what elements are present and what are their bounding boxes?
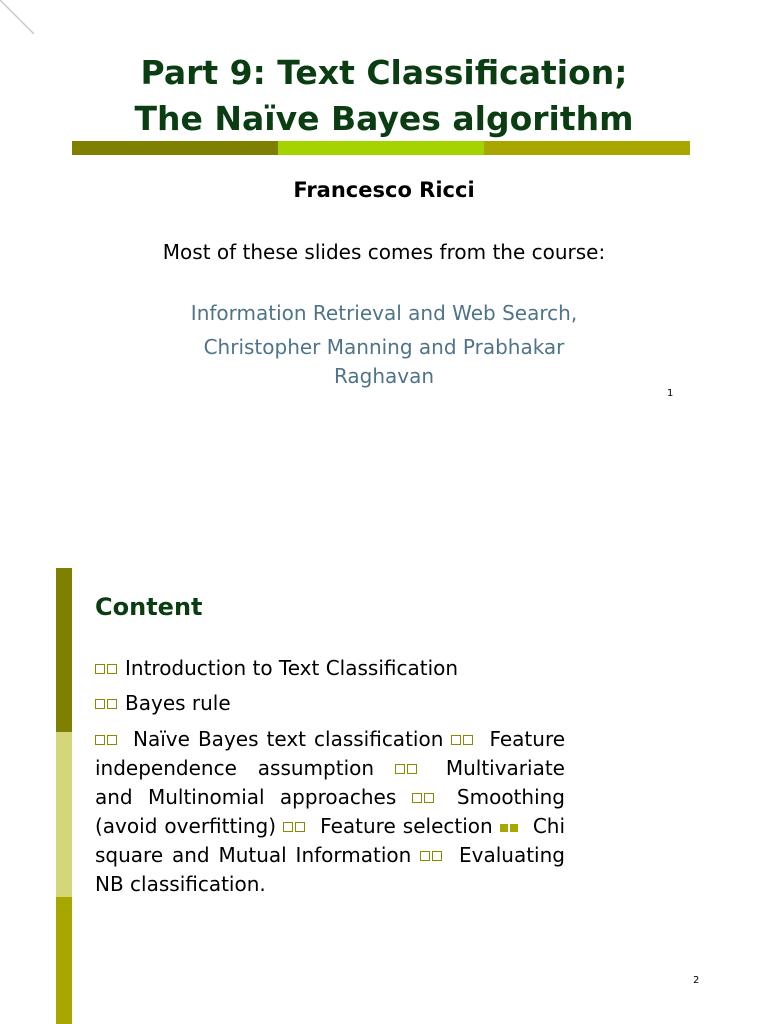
title-line-2: The Naïve Bayes algorithm [134,99,634,138]
bar-segment-1 [72,141,278,155]
side-accent-bar [56,568,72,1024]
list-item-text: Introduction to Text Classification [125,656,459,680]
side-bar-segment-1 [56,568,72,732]
paragraph-segment: Naïve Bayes text classification [133,727,444,751]
corner-decoration [0,0,40,40]
side-bar-segment-3 [56,897,72,1024]
source-authors: Christopher Manning and Prabhakar Raghavan [203,335,565,388]
page-number: 1 [667,388,674,399]
bullet-icon [95,725,119,754]
title-line-1: Part 9: Text Classification; [140,53,628,92]
source-course: Information Retrieval and Web Search, [190,301,578,325]
side-bar-segment-2 [56,732,72,897]
bullet-icon [283,812,307,841]
bar-segment-3 [484,141,690,155]
bar-segment-2 [278,141,484,155]
paragraph-segment: Multivariate and Multinomial approaches [95,756,565,809]
list-item [95,654,458,683]
page-number: 2 [693,975,700,986]
bullet-icon [95,689,119,718]
title-underline-bar [72,141,690,155]
bullet-icon [500,812,520,841]
paragraph-segment: Chi square and Mutual Information [95,814,566,867]
content-paragraph [95,725,565,899]
content-title: Content [95,593,203,621]
author-name: Francesco Ricci [293,178,475,202]
paragraph-segment: Feature selection [320,814,493,838]
bullet-icon [420,841,444,870]
paragraph-segment: Evaluating NB classification. [95,843,565,896]
bullet-icon [395,754,419,783]
list-item-text: Bayes rule [125,691,231,715]
bullet-icon [412,783,436,812]
list-item [95,689,231,718]
paragraph-segment: Feature independence assumption [95,727,566,780]
bullet-icon [95,654,119,683]
paragraph-segment: Smoothing (avoid overfitting) [95,785,566,838]
source-intro: Most of these slides comes from the course: [162,240,606,264]
bullet-icon [451,725,475,754]
slide-title [0,50,768,142]
